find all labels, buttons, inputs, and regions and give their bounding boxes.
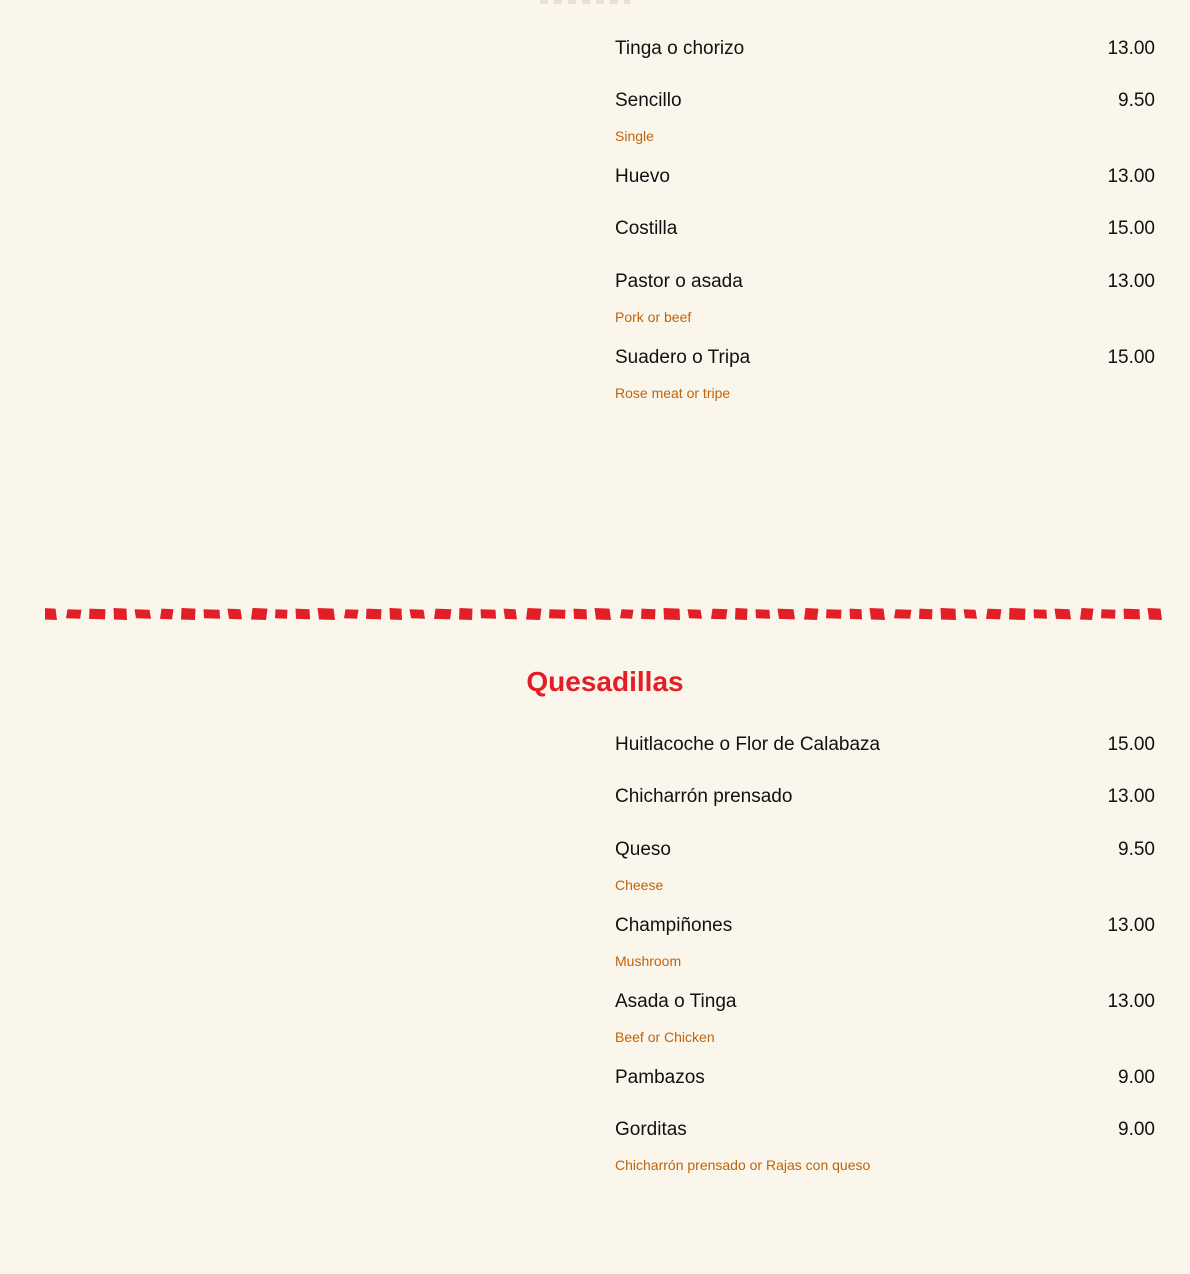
divider-dash (1148, 608, 1163, 620)
item-name: Tinga o chorizo (615, 38, 745, 59)
divider-dash (504, 609, 518, 620)
item-name: Huevo (615, 166, 670, 187)
divider-dash (549, 609, 566, 619)
item-name: Huitlacoche o Flor de Calabaza (615, 734, 881, 755)
item-price: 13.00 (1107, 166, 1155, 187)
divider-dash (919, 609, 933, 620)
divider-dash (459, 608, 473, 620)
item-description: Beef or Chicken (615, 1029, 715, 1045)
menu-item (615, 347, 1155, 401)
item-description: Single (615, 128, 654, 144)
divider-dash (1101, 609, 1116, 619)
menu-item (615, 1119, 1155, 1173)
divider-dash (986, 609, 1002, 620)
divider-dash (804, 608, 819, 620)
divider-dash (434, 609, 452, 620)
divider-dash (318, 608, 336, 620)
divider-dash (1034, 609, 1048, 619)
menu-item (615, 991, 1155, 1045)
divider-dash (1080, 608, 1094, 620)
divider-dash (66, 609, 82, 619)
divider-dash (204, 609, 221, 619)
item-price: 13.00 (1107, 991, 1155, 1012)
item-description: Pork or beef (615, 309, 692, 325)
item-description: Rose meat or tripe (615, 385, 731, 401)
section-title-quesadillas: Quesadillas (526, 666, 684, 697)
item-price: 15.00 (1107, 734, 1155, 755)
divider-dash (114, 608, 128, 620)
section-divider (45, 606, 1165, 622)
divider-dash (595, 608, 612, 620)
divider-dash (481, 609, 497, 619)
divider-dash (894, 609, 912, 619)
item-price: 15.00 (1107, 347, 1155, 368)
divider-dash (390, 608, 403, 620)
item-price: 13.00 (1107, 38, 1155, 59)
item-name: Pambazos (615, 1067, 705, 1088)
divider-dash (778, 609, 796, 620)
menu-item (615, 1067, 1155, 1107)
divider-dash (275, 609, 288, 619)
item-price: 9.00 (1118, 1119, 1155, 1140)
item-price: 13.00 (1107, 915, 1155, 936)
item-price: 9.00 (1118, 1067, 1155, 1088)
divider-dash (574, 609, 588, 620)
divider-dash (870, 608, 886, 620)
divider-dash (366, 609, 382, 620)
divider-dash (1009, 608, 1026, 620)
item-name: Chicharrón prensado (615, 786, 793, 807)
item-description: Mushroom (615, 953, 682, 969)
divider-dash (1124, 609, 1141, 620)
menu-item (615, 218, 1155, 258)
item-description: Chicharrón prensado or Rajas con queso (615, 1157, 871, 1173)
divider-dash (181, 608, 196, 620)
item-price: 13.00 (1107, 786, 1155, 807)
divider-dash (941, 608, 957, 620)
menu-item (615, 166, 1155, 206)
divider-dash (620, 609, 634, 619)
item-price: 9.50 (1118, 90, 1155, 111)
divider-dash (526, 608, 542, 620)
item-name: Queso (615, 839, 671, 860)
divider-dash (664, 608, 681, 620)
divider-dash (756, 609, 771, 619)
divider-dash (251, 608, 268, 620)
menu-item (615, 915, 1155, 969)
divider-dash (410, 609, 426, 619)
divider-dash (964, 609, 978, 619)
divider-dash (296, 609, 311, 620)
divider-dash (1055, 609, 1072, 620)
item-name: Gorditas (615, 1119, 687, 1140)
item-price: 9.50 (1118, 839, 1155, 860)
menu-item (615, 734, 1155, 774)
item-name: Sencillo (615, 90, 682, 111)
divider-dash (344, 609, 359, 619)
menu-item (615, 90, 1155, 144)
divider-dash (135, 609, 152, 619)
divider-dash (228, 609, 243, 620)
menu-item (615, 38, 1155, 78)
divider-dash (160, 609, 174, 620)
divider-dash (89, 609, 106, 620)
item-name: Costilla (615, 218, 678, 239)
divider-dash (850, 609, 863, 620)
divider-dash (641, 609, 656, 620)
menu-item (615, 786, 1155, 826)
item-name: Champiñones (615, 915, 733, 936)
top-divider-remnant (540, 0, 630, 4)
item-name: Suadero o Tripa (615, 347, 751, 368)
item-name: Asada o Tinga (615, 991, 737, 1012)
divider-dash (45, 608, 57, 620)
item-description: Cheese (615, 877, 664, 893)
divider-dash (711, 609, 728, 620)
item-price: 15.00 (1107, 218, 1155, 239)
divider-dash (735, 608, 748, 620)
item-name: Pastor o asada (615, 271, 743, 292)
menu-item (615, 839, 1155, 893)
item-price: 13.00 (1107, 271, 1155, 292)
menu-item (615, 271, 1155, 325)
divider-dash (826, 609, 842, 619)
divider-dash (688, 609, 703, 619)
